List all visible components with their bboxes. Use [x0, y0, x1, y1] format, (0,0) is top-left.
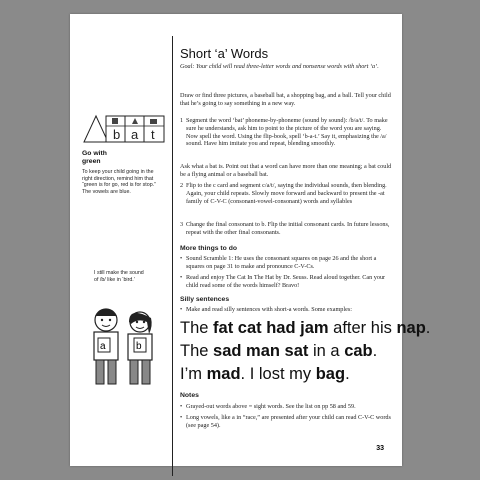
intro-paragraph: Draw or find three pictures, a baseball bat, a shopping bag, and a ball. Tell your child that he’s going to say something in a new way. [180, 92, 391, 107]
more-item-text: Read and enjoy The Cat In The Hat by Dr. Seuss. Read aloud together. Can your child read some of the words himself? Bravo! [186, 274, 386, 289]
book-page [70, 14, 431, 466]
silly-item-text: Make and read silly sentences with short-a words. Some examples: [186, 306, 352, 313]
sentence-text: in a [308, 342, 345, 360]
note-item: • Long vowels, like a in “race,” are presented after your child can read C-V-C words (see page 54). [180, 414, 391, 429]
step-text: Change the final consonant to b. Flip the initial consonant cards. In future lessons, repeat with the other final consonants. [186, 221, 390, 236]
page-title: Short ‘a’ Words [180, 46, 269, 61]
example-sentence-1 [180, 319, 430, 338]
sentence-text: . [345, 365, 350, 383]
goal-text: Goal: Your child will read three-letter words and nonsense words with short ‘a’. [180, 63, 379, 70]
sidebar-text: To keep your child going in the right direction, remind him that “green is for go, red is for stop.” The vowels are blue. [82, 169, 156, 195]
sentence-text: . I lost my [240, 365, 316, 383]
children-illustration [80, 292, 168, 392]
sentence-text: after his [328, 319, 397, 337]
notes-heading: Notes [180, 392, 199, 399]
flip-letter-a: a [131, 127, 139, 142]
step-text: Flip to the c card and segment c/a/t/, saying the individual sounds, then blending. Again, your child repeats. Slowly move forward and backward to present the -at family of C-V-C (consonant-vowel-consonant) words and syllables [186, 182, 387, 205]
flip-letter-t: t [151, 127, 155, 142]
example-sentence-2 [180, 342, 377, 361]
sentence-bold: nap [396, 319, 426, 337]
step-note [180, 163, 392, 179]
step-number: 1 [180, 117, 184, 124]
step-text: Ask what a bat is. Point out that a word can have more than one meaning; a bat could be a flying animal or a baseball bat. [180, 163, 392, 178]
sentence-text: . [372, 342, 378, 360]
flip-book-illustration [82, 110, 168, 144]
flip-letter-b: b [113, 127, 121, 142]
more-heading: More things to do [180, 245, 238, 252]
silly-heading: Silly sentences [180, 296, 230, 303]
page-number: 33 [376, 445, 384, 452]
sentence-bold: bag [315, 365, 346, 383]
sentence-text: . [425, 319, 431, 337]
example-sentence-3 [180, 365, 350, 384]
step-2 [180, 182, 392, 205]
step-3 [180, 221, 392, 237]
step-text: Segment the word ‘bat’ phoneme-by-phoneme (sound by sound): /b/a/t/. To make sure he understands, ask him to point to the picture of the word you are saying. Now spell the word. Using the flip-book, spell ‘b-a-t.’ Say it, emphasizing the /a/ sound. Have him imitate you and repeat, blending smoothly. [186, 117, 388, 148]
sentence-bold: cab [344, 342, 373, 360]
svg-text:a: a [100, 341, 106, 352]
note-item-text: Grayed-out words above = sight words. See the list on pp 58 and 59. [186, 403, 356, 410]
speech-bubble-text: I still make the sound of /b/ like in ‘bird.’ [94, 270, 144, 283]
svg-text:b: b [136, 341, 142, 352]
sentence-bold: mad [206, 365, 241, 383]
more-item-text: Sound Scramble 1: He uses the consonant squares on page 26 and the short a squares on page 31 to make and pronounce C-V-Cs. [186, 255, 377, 270]
more-item: • Read and enjoy The Cat In The Hat by Dr. Seuss. Read aloud together. Can your child read some of the words himself? Bravo! [180, 274, 392, 290]
note-item: • Grayed-out words above = sight words. See the list on pp 58 and 59. [180, 403, 392, 411]
column-divider [172, 36, 173, 476]
sentence-bold: fat cat had jam [213, 319, 329, 337]
silly-item: • Make and read silly sentences with short-a words. Some examples: [180, 306, 392, 314]
step-number: 3 [180, 221, 184, 228]
note-item-text: Long vowels, like a in “race,” are presented after your child can read C-V-C words (see page 54). [186, 414, 391, 429]
sentence-text: The [180, 319, 214, 337]
sidebar-heading: Go with green [82, 150, 107, 165]
more-item: • Sound Scramble 1: He uses the consonant squares on page 26 and the short a squares on page 31 to make and pronounce C-V-Cs. [180, 255, 392, 271]
sentence-text: The [180, 342, 214, 360]
step-1 [180, 117, 392, 148]
step-number: 2 [180, 182, 184, 189]
sentence-bold: sad man sat [213, 342, 309, 360]
sentence-text: I’m [180, 365, 207, 383]
